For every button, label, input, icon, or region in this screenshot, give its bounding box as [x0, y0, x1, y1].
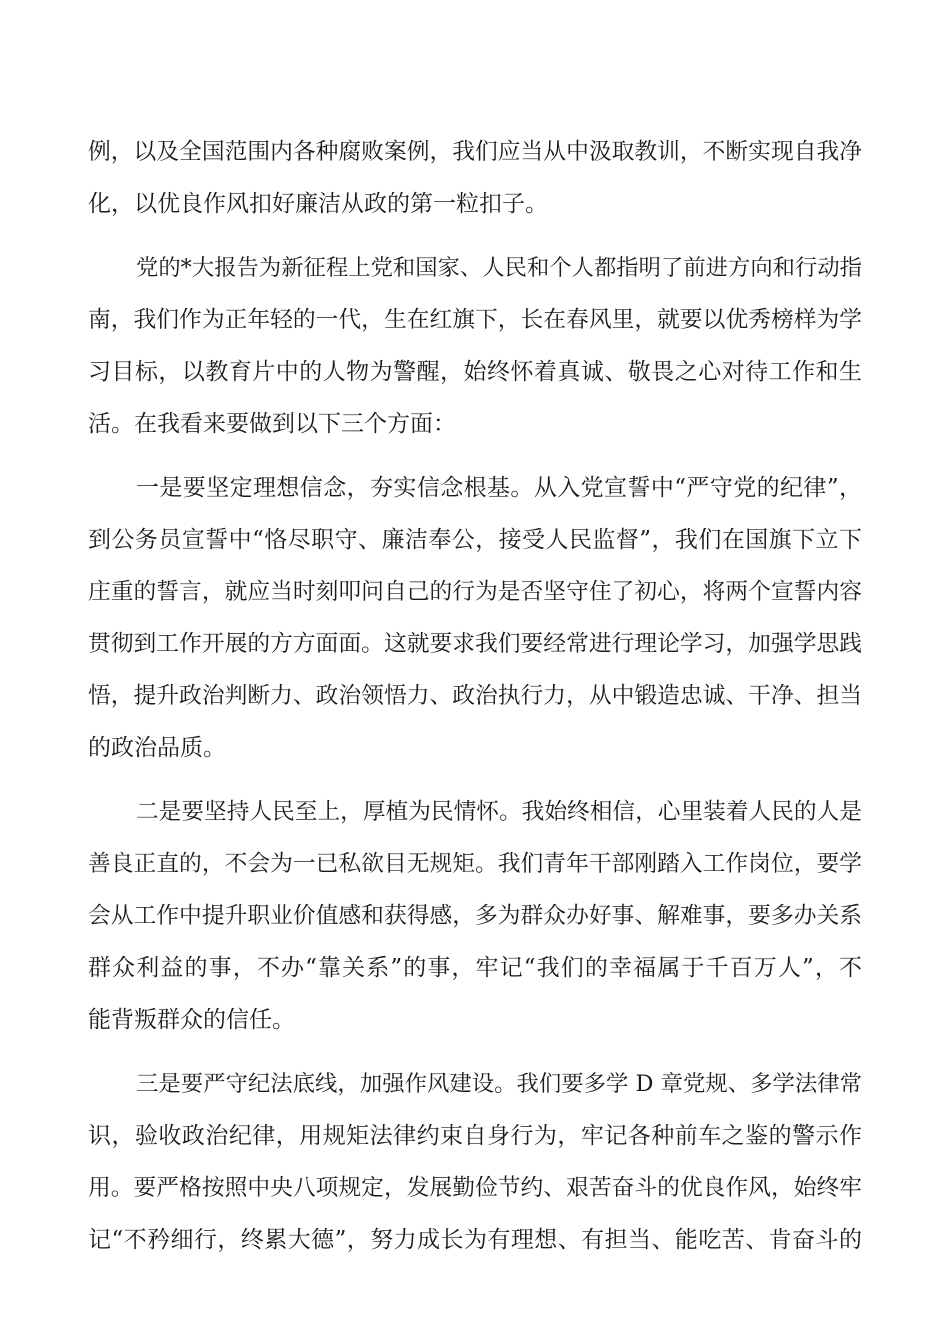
text-line: 记“不矜细行，终累大德”，努力成长为有理想、有担当、能吃苦、肯奋斗的	[88, 1227, 862, 1253]
text-line: 庄重的誓言，就应当时刻叩问自己的行为是否坚守住了初心，将两个宣誓内容	[88, 579, 862, 605]
text-line: 化，以优良作风扣好廉洁从政的第一粒扣子。	[88, 191, 548, 217]
text-line: 南，我们作为正年轻的一代，生在红旗下，长在春风里，就要以优秀榜样为学	[88, 307, 862, 333]
text-line: 会从工作中提升职业价值感和获得感，多为群众办好事、解难事，要多办关系	[88, 903, 862, 929]
text-line: 二是要坚持人民至上，厚植为民情怀。我始终相信，心里装着人民的人是	[136, 799, 862, 825]
text-line: 能背叛群众的信任。	[88, 1007, 295, 1033]
text-line: 识，验收政治纪律，用规矩法律约束自身行为，牢记各种前车之鉴的警示作	[88, 1123, 862, 1149]
text-line: 活。在我看来要做到以下三个方面：	[88, 411, 456, 437]
paragraph-4-cont	[88, 838, 862, 1046]
text-line: 悟，提升政治判断力、政治领悟力、政治执行力，从中锻造忠诚、干净、担当	[88, 683, 862, 709]
text-line: 善良正直的，不会为一已私欲目无规矩。我们青年干部刚踏入工作岗位，要学	[88, 851, 862, 877]
paragraph-3	[88, 462, 862, 514]
paragraph-1	[88, 126, 862, 230]
paragraph-2	[88, 242, 862, 294]
text-line: 习目标，以教育片中的人物为警醒，始终怀着真诚、敬畏之心对待工作和生	[88, 359, 862, 385]
text-line: 贯彻到工作开展的方方面面。这就要求我们要经常进行理论学习，加强学思践	[88, 631, 862, 657]
document-body	[88, 126, 862, 1266]
text-line: 例，以及全国范围内各种腐败案例，我们应当从中汲取教训，不断实现自我净	[88, 139, 862, 165]
paragraph-5-cont	[88, 1110, 862, 1266]
text-line: 用。要严格按照中央八项规定，发展勤俭节约、艰苦奋斗的优良作风，始终牢	[88, 1175, 862, 1201]
text-line: 三是要严守纪法底线，加强作风建设。我们要多学 D 章党规、多学法律常	[136, 1071, 862, 1097]
paragraph-5	[88, 1058, 862, 1110]
paragraph-3-cont	[88, 514, 862, 774]
paragraph-2-cont	[88, 294, 862, 450]
paragraph-4	[88, 786, 862, 838]
text-line: 一是要坚定理想信念，夯实信念根基。从入党宣誓中“严守党的纪律”，	[136, 475, 862, 501]
text-line: 群众利益的事，不办“靠关系”的事，牢记“我们的幸福属于千百万人”，不	[88, 955, 862, 981]
text-line: 的政治品质。	[88, 735, 226, 761]
text-line: 到公务员宣誓中“恪尽职守、廉洁奉公，接受人民监督”，我们在国旗下立下	[88, 527, 862, 553]
text-line: 党的*大报告为新征程上党和国家、人民和个人都指明了前进方向和行动指	[136, 255, 862, 281]
